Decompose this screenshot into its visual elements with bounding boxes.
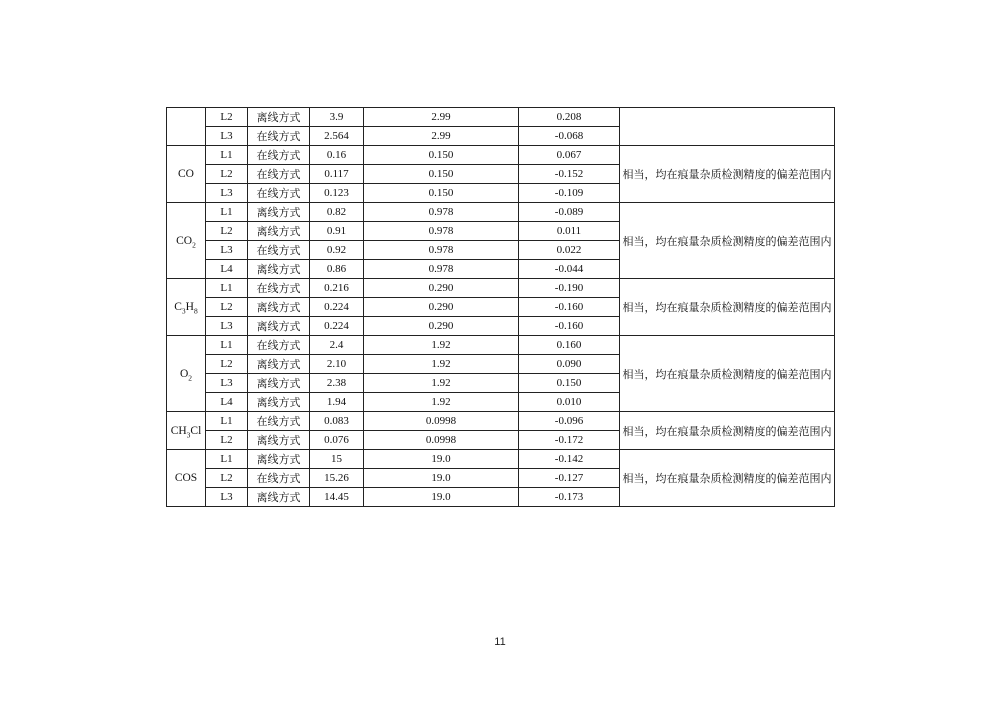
method-cell: 在线方式 xyxy=(248,469,310,488)
line-cell: L3 xyxy=(206,317,248,336)
reference-cell: 19.0 xyxy=(364,469,519,488)
measured-cell: 15.26 xyxy=(310,469,364,488)
gas-subscript: 2 xyxy=(192,239,196,249)
table-row xyxy=(167,146,835,165)
method-cell: 在线方式 xyxy=(248,336,310,355)
table-row xyxy=(167,279,835,298)
gas-name: H xyxy=(185,301,194,313)
reference-cell: 0.150 xyxy=(364,165,519,184)
deviation-cell: -0.172 xyxy=(519,431,620,450)
deviation-cell: 0.090 xyxy=(519,355,620,374)
table-row xyxy=(167,336,835,355)
line-cell: L1 xyxy=(206,336,248,355)
measured-cell: 0.076 xyxy=(310,431,364,450)
table-body xyxy=(167,108,835,507)
reference-cell: 1.92 xyxy=(364,336,519,355)
line-cell: L2 xyxy=(206,108,248,127)
gas-cell xyxy=(167,146,206,203)
method-cell: 在线方式 xyxy=(248,279,310,298)
deviation-cell: -0.160 xyxy=(519,298,620,317)
page-number: 11 xyxy=(494,636,506,648)
conclusion-cell: 相当，均在痕量杂质检测精度的偏差范围内 xyxy=(620,146,835,203)
gas-name: O xyxy=(179,367,189,380)
measured-cell: 0.91 xyxy=(310,222,364,241)
reference-cell: 1.92 xyxy=(364,374,519,393)
comparison-table xyxy=(166,107,835,507)
deviation-cell: -0.109 xyxy=(519,184,620,203)
measured-cell: 0.117 xyxy=(310,165,364,184)
reference-cell: 19.0 xyxy=(364,450,519,469)
gas-subscript: 3 xyxy=(186,429,191,439)
reference-cell: 0.0998 xyxy=(364,412,519,431)
deviation-cell: -0.190 xyxy=(519,279,620,298)
line-cell: L2 xyxy=(206,298,248,317)
measured-cell: 14.45 xyxy=(310,488,364,507)
reference-cell: 0.978 xyxy=(364,260,519,279)
method-cell: 离线方式 xyxy=(248,488,310,507)
method-cell: 离线方式 xyxy=(248,203,310,222)
deviation-cell: -0.068 xyxy=(519,127,620,146)
method-cell: 在线方式 xyxy=(248,127,310,146)
reference-cell: 0.150 xyxy=(364,184,519,203)
gas-name: CO xyxy=(178,168,194,180)
method-cell: 离线方式 xyxy=(248,355,310,374)
table-row xyxy=(167,450,835,469)
deviation-cell: -0.127 xyxy=(519,469,620,488)
measured-cell: 2.10 xyxy=(310,355,364,374)
line-cell: L3 xyxy=(206,241,248,260)
line-cell: L1 xyxy=(206,450,248,469)
reference-cell: 0.978 xyxy=(364,222,519,241)
deviation-cell: 0.011 xyxy=(519,222,620,241)
table-row xyxy=(167,108,835,127)
gas-cell xyxy=(167,336,206,412)
line-cell: L1 xyxy=(206,412,248,431)
line-cell: L4 xyxy=(206,260,248,279)
method-cell: 在线方式 xyxy=(248,184,310,203)
measured-cell: 0.82 xyxy=(310,203,364,222)
deviation-cell: -0.089 xyxy=(519,203,620,222)
conclusion-cell: 相当，均在痕量杂质检测精度的偏差范围内 xyxy=(620,412,835,450)
measured-cell: 0.224 xyxy=(310,298,364,317)
conclusion-cell: 相当，均在痕量杂质检测精度的偏差范围内 xyxy=(620,279,835,336)
deviation-cell: -0.044 xyxy=(519,260,620,279)
reference-cell: 0.978 xyxy=(364,241,519,260)
method-cell: 离线方式 xyxy=(248,108,310,127)
line-cell: L1 xyxy=(206,279,248,298)
table-row xyxy=(167,203,835,222)
method-cell: 在线方式 xyxy=(248,165,310,184)
line-cell: L1 xyxy=(206,146,248,165)
gas-cell xyxy=(167,203,206,279)
reference-cell: 0.978 xyxy=(364,203,519,222)
measured-cell: 0.92 xyxy=(310,241,364,260)
line-cell: L3 xyxy=(206,374,248,393)
gas-subscript: 2 xyxy=(188,372,193,382)
conclusion-cell: 相当，均在痕量杂质检测精度的偏差范围内 xyxy=(620,336,835,412)
deviation-cell: 0.067 xyxy=(519,146,620,165)
gas-name: C xyxy=(174,301,182,313)
measured-cell: 2.564 xyxy=(310,127,364,146)
gas-subscript: 8 xyxy=(193,306,198,316)
line-cell: L2 xyxy=(206,222,248,241)
deviation-cell: -0.142 xyxy=(519,450,620,469)
line-cell: L4 xyxy=(206,393,248,412)
method-cell: 离线方式 xyxy=(248,374,310,393)
deviation-cell: -0.152 xyxy=(519,165,620,184)
deviation-cell: 0.150 xyxy=(519,374,620,393)
deviation-cell: -0.096 xyxy=(519,412,620,431)
reference-cell: 1.92 xyxy=(364,355,519,374)
reference-cell: 0.0998 xyxy=(364,431,519,450)
method-cell: 离线方式 xyxy=(248,393,310,412)
measured-cell: 0.123 xyxy=(310,184,364,203)
method-cell: 离线方式 xyxy=(248,450,310,469)
reference-cell: 1.92 xyxy=(364,393,519,412)
measured-cell: 15 xyxy=(310,450,364,469)
reference-cell: 0.290 xyxy=(364,317,519,336)
measured-cell: 1.94 xyxy=(310,393,364,412)
method-cell: 离线方式 xyxy=(248,317,310,336)
measured-cell: 0.16 xyxy=(310,146,364,165)
measured-cell: 2.38 xyxy=(310,374,364,393)
reference-cell: 19.0 xyxy=(364,488,519,507)
deviation-cell: 0.160 xyxy=(519,336,620,355)
method-cell: 离线方式 xyxy=(248,260,310,279)
measured-cell: 2.4 xyxy=(310,336,364,355)
line-cell: L2 xyxy=(206,165,248,184)
conclusion-cell: 相当，均在痕量杂质检测精度的偏差范围内 xyxy=(620,450,835,507)
gas-name: COS xyxy=(174,472,198,484)
line-cell: L3 xyxy=(206,184,248,203)
method-cell: 离线方式 xyxy=(248,222,310,241)
gas-cell xyxy=(167,108,206,146)
measured-cell: 3.9 xyxy=(310,108,364,127)
gas-name: CO xyxy=(176,234,193,247)
gas-cell xyxy=(167,412,206,450)
line-cell: L2 xyxy=(206,431,248,450)
table-row xyxy=(167,412,835,431)
reference-cell: 0.150 xyxy=(364,146,519,165)
method-cell: 离线方式 xyxy=(248,431,310,450)
gas-cell xyxy=(167,450,206,507)
reference-cell: 2.99 xyxy=(364,127,519,146)
deviation-cell: 0.208 xyxy=(519,108,620,127)
deviation-cell: 0.010 xyxy=(519,393,620,412)
deviation-cell: -0.160 xyxy=(519,317,620,336)
reference-cell: 0.290 xyxy=(364,279,519,298)
line-cell: L3 xyxy=(206,127,248,146)
measured-cell: 0.224 xyxy=(310,317,364,336)
measured-cell: 0.083 xyxy=(310,412,364,431)
line-cell: L3 xyxy=(206,488,248,507)
conclusion-cell xyxy=(620,108,835,146)
deviation-cell: 0.022 xyxy=(519,241,620,260)
gas-name: Cl xyxy=(190,424,202,437)
gas-cell xyxy=(167,279,206,336)
deviation-cell: -0.173 xyxy=(519,488,620,507)
line-cell: L1 xyxy=(206,203,248,222)
measured-cell: 0.86 xyxy=(310,260,364,279)
conclusion-cell: 相当，均在痕量杂质检测精度的偏差范围内 xyxy=(620,203,835,279)
gas-name: CH xyxy=(170,424,187,437)
method-cell: 在线方式 xyxy=(248,146,310,165)
measured-cell: 0.216 xyxy=(310,279,364,298)
reference-cell: 2.99 xyxy=(364,108,519,127)
line-cell: L2 xyxy=(206,355,248,374)
reference-cell: 0.290 xyxy=(364,298,519,317)
method-cell: 在线方式 xyxy=(248,241,310,260)
gas-subscript: 3 xyxy=(181,306,186,316)
method-cell: 在线方式 xyxy=(248,412,310,431)
method-cell: 离线方式 xyxy=(248,298,310,317)
line-cell: L2 xyxy=(206,469,248,488)
